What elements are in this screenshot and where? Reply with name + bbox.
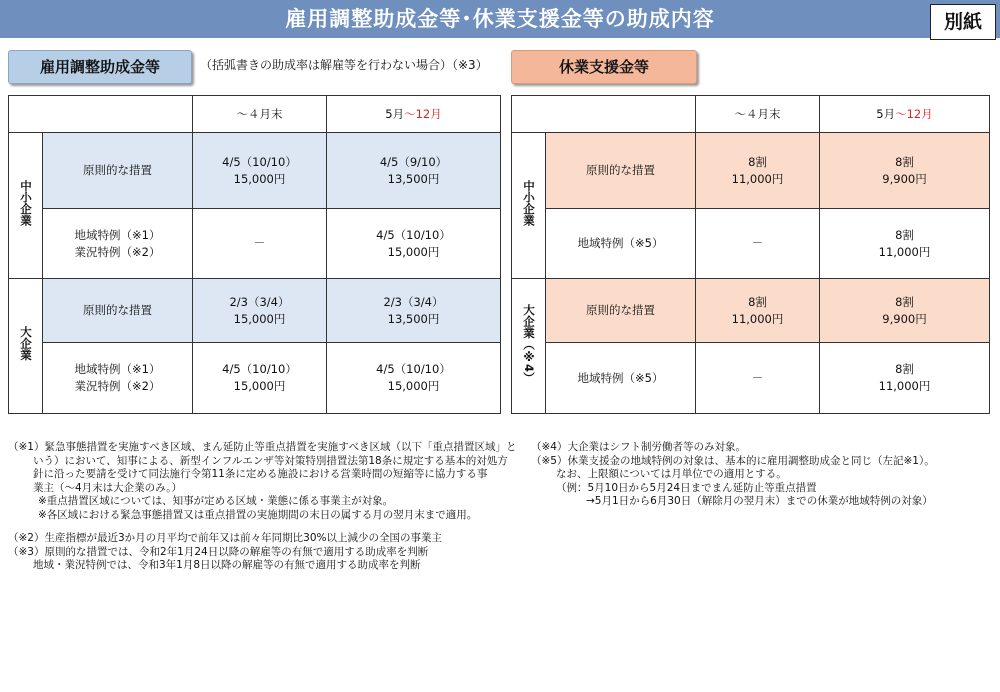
col-header-may: 5月 xyxy=(385,106,405,121)
amount-value: 11,000円 xyxy=(731,171,784,186)
row-group-large xyxy=(512,279,546,414)
amount-value: 15,000円 xyxy=(387,379,440,393)
footnote-3: （※3）原則的な措置では、令和2年1月24日以降の解雇等の有無で適用する助成率を判断 xyxy=(8,545,429,558)
col-header-may: 5月 xyxy=(876,106,896,121)
table-row xyxy=(9,133,501,209)
rate-value: 4/5（10/10） xyxy=(376,362,451,376)
rate-value: 8割 xyxy=(895,154,914,169)
table-cell: － xyxy=(193,209,327,279)
row-label xyxy=(43,209,193,279)
table-row xyxy=(512,209,990,279)
rate-value: 4/5（10/10） xyxy=(222,362,297,376)
rate-value: 2/3（3/4） xyxy=(383,294,444,309)
row-label: 原則的な措置 xyxy=(546,279,696,343)
row-label: 原則的な措置 xyxy=(546,133,696,209)
footnote-1-subnote: ※重点措置区域については、知事が定める区域・業態に係る事業主が対象。 xyxy=(38,495,394,507)
attachment-badge: 別紙 xyxy=(930,4,996,40)
table-header-row xyxy=(512,96,990,133)
row-group-sme xyxy=(9,133,43,279)
rate-value: 4/5（9/10） xyxy=(379,154,448,169)
amount-value: 13,500円 xyxy=(387,171,440,186)
amount-value: 11,000円 xyxy=(731,311,784,326)
table-cell: － xyxy=(696,343,820,414)
table-cell xyxy=(327,209,501,279)
table-cell xyxy=(820,133,990,209)
col-header-may-december xyxy=(327,96,501,133)
footnote-1-line: いう）において、知事による、新型インフルエンザ等対策特別措置法第18条に規定する基本的対処方 xyxy=(33,454,508,467)
row-group-large xyxy=(9,279,43,414)
footnote-4: （※4）大企業はシフト制労働者等のみ対象。 xyxy=(531,441,746,453)
rate-value: 8割 xyxy=(895,294,914,309)
footnote-2: （※2）生産指標が最近3か月の月平均で前年又は前々年同期比30%以上減少の全国の事業主 xyxy=(8,532,442,544)
rate-value: 4/5（10/10） xyxy=(222,154,297,169)
table-cell xyxy=(327,279,501,343)
rate-value: 8割 xyxy=(748,154,767,169)
employment-subsidy-table xyxy=(8,95,501,414)
row-label: 原則的な措置 xyxy=(43,279,193,343)
amount-value: 15,000円 xyxy=(387,244,440,259)
footnote-5-example: →5月1日から6月30日（解除月の翌月末）までの休業が地域特例の対象） xyxy=(586,495,933,507)
amount-value: 11,000円 xyxy=(878,244,931,259)
table-cell xyxy=(193,343,327,414)
table-cell xyxy=(193,133,327,209)
section-label-leave-support: 休業支援金等 xyxy=(511,50,697,84)
row-group-large-label: 大企業（※4） xyxy=(522,303,536,384)
table-cell xyxy=(193,279,327,343)
table-row xyxy=(9,209,501,279)
table-cell: － xyxy=(696,209,820,279)
row-label: 地域特例（※5） xyxy=(546,343,696,414)
table-row xyxy=(512,133,990,209)
table-cell xyxy=(327,133,501,209)
amount-value: 13,500円 xyxy=(387,311,440,326)
col-header-until-april: ～４月末 xyxy=(696,96,820,133)
footnote-5-line: なお、上限額については月単位での適用とする。 xyxy=(556,468,787,480)
header-empty-cell xyxy=(512,96,696,133)
rate-parenthesis-note: （括弧書きの助成率は解雇等を行わない場合）（※3） xyxy=(200,58,488,72)
rate-value: 4/5（10/10） xyxy=(376,227,451,242)
col-header-to-december: ～12月 xyxy=(895,106,933,121)
footnotes-left xyxy=(8,441,523,573)
footnote-5: （※5）休業支援金の地域特例の対象は、基本的に雇用調整助成金と同じ（左記※1）。 xyxy=(531,454,935,467)
row-label: 原則的な措置 xyxy=(43,133,193,209)
footnote-1-line: （※1）緊急事態措置を実施すべき区域、まん延防止等重点措置を実施すべき区域（以下「重点措置区域」と xyxy=(8,441,517,453)
col-header-to-december: ～12月 xyxy=(404,106,442,121)
table-cell xyxy=(820,343,990,414)
amount-value: 15,000円 xyxy=(233,171,286,186)
table-cell xyxy=(820,279,990,343)
table-cell xyxy=(696,133,820,209)
table-header-row xyxy=(9,96,501,133)
section-label-employment-subsidy: 雇用調整助成金等 xyxy=(8,50,192,84)
header-empty-cell xyxy=(9,96,193,133)
row-label-line: 業況特例（※2） xyxy=(74,244,161,259)
rate-value: 8割 xyxy=(748,294,767,309)
table-row xyxy=(512,343,990,414)
row-label xyxy=(43,343,193,414)
table-cell xyxy=(820,209,990,279)
page-title: 雇用調整助成金等･休業支援金等の助成内容 xyxy=(285,7,715,31)
table-row xyxy=(9,279,501,343)
row-group-sme-label: 中小企業 xyxy=(19,180,33,226)
rate-value: 8割 xyxy=(895,227,914,242)
rate-value: 2/3（3/4） xyxy=(229,294,290,309)
amount-value: 9,900円 xyxy=(882,171,927,186)
footnote-1-subnote: ※各区域における緊急事態措置又は重点措置の実施期間の末日の属する月の翌月末まで適用。 xyxy=(38,508,478,521)
row-label-line: 地域特例（※1） xyxy=(74,362,161,376)
col-header-until-april: ～４月末 xyxy=(193,96,327,133)
footnote-5-example: （例：5月10日から5月24日までまん延防止等重点措置 xyxy=(556,481,817,494)
row-label-line: 業況特例（※2） xyxy=(74,379,161,393)
table-row xyxy=(512,279,990,343)
rate-value: 8割 xyxy=(895,362,914,376)
row-label: 地域特例（※5） xyxy=(546,209,696,279)
table-cell xyxy=(696,279,820,343)
table-row xyxy=(9,343,501,414)
col-header-may-december xyxy=(820,96,990,133)
footnote-1-line: 業主（～4月末は大企業のみ。） xyxy=(33,481,183,494)
table-cell xyxy=(327,343,501,414)
amount-value: 11,000円 xyxy=(878,379,931,393)
footnotes-right xyxy=(531,441,996,509)
amount-value: 15,000円 xyxy=(233,379,286,393)
row-group-large-label: 大企業 xyxy=(19,326,33,361)
title-bar xyxy=(0,0,1000,38)
row-group-sme xyxy=(512,133,546,279)
footnote-3-line: 地域・業況特例では、令和3年1月8日以降の解雇等の有無で適用する助成率を判断 xyxy=(33,559,421,571)
leave-support-table xyxy=(511,95,990,414)
amount-value: 15,000円 xyxy=(233,311,286,326)
amount-value: 9,900円 xyxy=(882,311,927,326)
row-label-line: 地域特例（※1） xyxy=(74,227,161,242)
row-group-sme-label: 中小企業 xyxy=(522,180,536,226)
footnote-1-line: 針に沿った要請を受けて同法施行令第11条に定める施設における営業時間の短縮等に協力する事 xyxy=(33,468,488,480)
